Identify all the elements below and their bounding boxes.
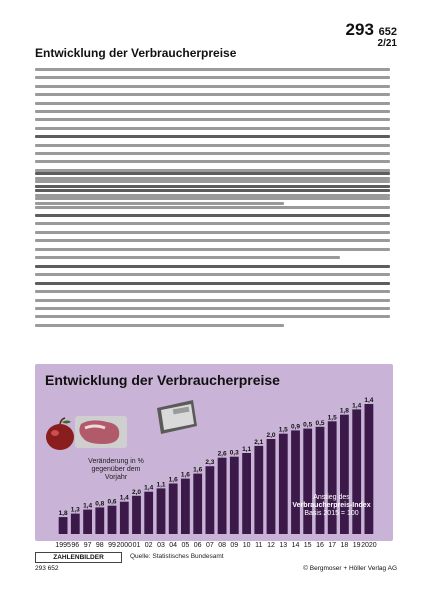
- text-line: [35, 180, 390, 183]
- text-block-2: [35, 172, 390, 264]
- text-line: [35, 239, 390, 242]
- text-line: [35, 206, 390, 209]
- text-line: [35, 256, 340, 259]
- x-tick-label: 13: [279, 542, 288, 549]
- text-line: [35, 93, 390, 96]
- bar-value-label: 1,6: [168, 476, 178, 484]
- footer-right: © Bergmoser + Höller Verlag AG: [303, 565, 397, 572]
- text-line: [35, 118, 390, 121]
- footer-left: 293 652: [35, 565, 59, 572]
- x-tick-label: 08: [218, 542, 226, 549]
- x-tick-label: 18: [340, 542, 349, 549]
- x-tick-label: 03: [157, 542, 165, 549]
- bar-value-label: 1,8: [339, 407, 349, 415]
- legend-line-3: Basis 2015 = 100: [304, 510, 359, 517]
- bar-2003: [157, 488, 166, 534]
- text-line: [35, 110, 390, 113]
- x-tick-label: 01: [132, 542, 141, 549]
- x-tick-label: 09: [230, 542, 239, 549]
- x-tick-label: 10: [242, 542, 251, 549]
- bar-value-label: 0,5: [303, 421, 313, 429]
- x-tick-label: 98: [95, 542, 104, 549]
- bar-value-label: 1,5: [278, 426, 288, 434]
- bar-value-label: 0,6: [107, 498, 117, 506]
- bar-value-label: 0,3: [229, 449, 239, 457]
- bar-2001: [132, 496, 141, 534]
- bar-2010: [242, 453, 251, 534]
- bar-value-label: 1,4: [352, 402, 362, 410]
- apple-icon: [43, 416, 77, 452]
- bar-value-label: 2,1: [254, 438, 264, 446]
- text-line: [35, 299, 390, 302]
- x-tick-label: 15: [303, 542, 312, 549]
- x-tick-label: 06: [193, 542, 202, 549]
- x-tick-label: 16: [316, 542, 324, 549]
- text-line: [35, 102, 390, 105]
- source-note: Quelle: Statistisches Bundesamt: [130, 553, 224, 560]
- chart-legend: [284, 494, 379, 518]
- bar-value-label: 2,6: [217, 450, 227, 458]
- bar-2015: [303, 429, 312, 534]
- x-tick-label: 97: [83, 542, 92, 549]
- bar-2007: [206, 466, 215, 534]
- text-line: [35, 324, 284, 327]
- text-line: [35, 197, 390, 200]
- x-axis-ticks: [35, 542, 393, 552]
- text-line: [35, 214, 390, 217]
- bar-2008: [218, 458, 227, 534]
- text-line: [35, 127, 390, 130]
- chart-annotation: Veränderung in % gegenüber dem Vorjahr: [88, 458, 144, 481]
- bar-value-label: 2,0: [266, 432, 276, 439]
- text-line: [35, 152, 390, 155]
- bar-value-label: 1,8: [58, 510, 68, 518]
- text-line: [35, 315, 390, 318]
- x-tick-label: 02: [144, 542, 153, 549]
- text-line: [35, 222, 390, 225]
- text-line: [35, 85, 390, 88]
- bar-value-label: 1,5: [327, 414, 337, 422]
- bar-2013: [279, 434, 288, 534]
- bar-value-label: 1,4: [364, 397, 374, 404]
- x-tick-label: 05: [181, 542, 190, 549]
- bar-2009: [230, 457, 239, 534]
- steak-icon: [73, 412, 131, 452]
- bar-value-label: 2,3: [205, 459, 215, 467]
- legend-line-2: Verbraucherpreis-Index: [292, 502, 371, 509]
- bar-value-label: 1,1: [156, 481, 166, 489]
- bar-2002: [144, 492, 153, 534]
- x-tick-label: 07: [205, 542, 214, 549]
- brand-logo: ZAHLENBILDER: [35, 552, 122, 563]
- bar-2011: [254, 446, 263, 534]
- text-line: [35, 172, 390, 175]
- bar-value-label: 1,6: [180, 471, 190, 479]
- x-tick-label: 96: [71, 542, 80, 549]
- bar-value-label: 0,5: [315, 419, 325, 427]
- text-line: [35, 189, 390, 192]
- header-issue: 2/21: [377, 38, 397, 49]
- bar-1995: [59, 517, 68, 534]
- text-line: [35, 144, 390, 147]
- x-tick-label: 99: [108, 542, 116, 549]
- bar-2012: [267, 439, 276, 534]
- bar-value-label: 1,3: [70, 506, 80, 514]
- x-tick-label: 12: [267, 542, 275, 549]
- bar-2004: [169, 484, 178, 535]
- header-number-sub: 652: [378, 26, 397, 38]
- x-tick-label: 17: [328, 542, 337, 549]
- bar-1997: [83, 510, 92, 534]
- x-tick-label: 1995: [55, 542, 71, 549]
- x-tick-label: 14: [291, 542, 300, 549]
- bar-value-label: 1,4: [83, 502, 93, 510]
- bar-1999: [108, 506, 117, 534]
- x-tick-label: 2020: [361, 542, 377, 549]
- text-line: [35, 307, 390, 310]
- text-line: [35, 290, 390, 293]
- bar-value-label: 1,4: [119, 494, 129, 502]
- bar-value-label: 0,8: [95, 500, 105, 508]
- text-line: [35, 265, 390, 268]
- bar-value-label: 1,1: [242, 446, 252, 453]
- page-title: Entwicklung der Verbraucherpreise: [35, 46, 237, 60]
- bar-2005: [181, 479, 190, 534]
- chart-title: Entwicklung der Verbraucherpreise: [45, 372, 280, 388]
- bar-value-label: 0,9: [290, 423, 301, 431]
- x-tick-label: 11: [255, 542, 263, 549]
- bar-2006: [193, 474, 202, 534]
- text-line: [35, 282, 390, 285]
- text-line: [35, 231, 390, 234]
- text-line: [35, 248, 390, 251]
- bar-1998: [95, 507, 104, 534]
- bar-value-label: 1,4: [144, 484, 154, 492]
- text-line: [35, 68, 390, 71]
- header-number-main: 293: [345, 20, 374, 39]
- x-tick-label: 19: [352, 542, 361, 549]
- text-line: [35, 160, 390, 163]
- wallet-icon: [153, 396, 203, 438]
- x-tick-label: 2000: [116, 542, 133, 549]
- text-line: [35, 76, 390, 79]
- text-line: [35, 273, 390, 276]
- bar-value-label: 2,0: [131, 488, 142, 496]
- legend-line-1: Anstieg des: [313, 494, 350, 501]
- bar-1996: [71, 514, 80, 534]
- text-line: [35, 135, 390, 138]
- bar-value-label: 1,6: [193, 466, 203, 474]
- bar-2014: [291, 430, 300, 534]
- chart-panel: [35, 364, 393, 541]
- text-block-3: [35, 265, 390, 332]
- x-tick-label: 04: [169, 542, 178, 549]
- bar-2000: [120, 502, 129, 534]
